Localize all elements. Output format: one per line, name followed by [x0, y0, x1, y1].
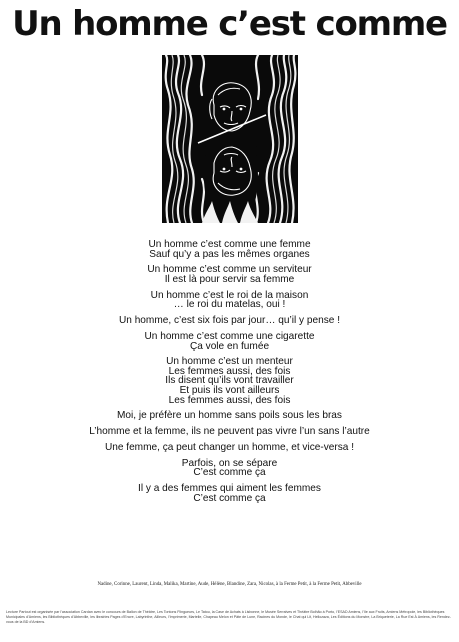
- poem-line: Moi, je préfère un homme sans poils sous les bras: [117, 410, 342, 422]
- poem-line: Il est là pour servir sa femme: [164, 273, 295, 285]
- poem-line: Ils disent qu’ils vont travailler: [165, 375, 294, 387]
- illustration-image: [162, 55, 298, 223]
- poem-line: Un homme c’est comme une cigarette: [144, 330, 315, 342]
- poem-line: Les femmes aussi, des fois: [168, 365, 291, 377]
- poem-stanza: [0, 427, 459, 437]
- credits-text: Lecture Partout est organisée par l’association Cardan avec le concours de Ballon de Théâtre, Les Tontons Flingueurs, Le Tatou, la Case de Achats à Lisbonne, le Musée Serralves et Théâtre Bolhão à Porto, l’ESAD Amiens, l’Ile aux Fruits, Amiens Métropole, les Bibliothèques Municipales d’Amiens, les Bibliothèques d’Abbeville, les librairies Pages d’Encre, Labyrinthe, Ailleurs, l’Imprimerie, Martelle, Chapeau Melon et Pâte de Lune, Racines du Monde, le Chat qui Lit, Hellozaza, Les Éditions du Monstre, La Briqueterie, La Rue Est À Amiens, les Rendez-vous de la BD d’Amiens.: [6, 610, 451, 624]
- poem-line: Un homme c’est comme un serviteur: [147, 264, 312, 276]
- poster-title: Un homme c’est comme: [12, 4, 447, 44]
- poem-line: Et puis ils vont ailleurs: [179, 385, 280, 397]
- poem-line: C’est comme ça: [193, 467, 266, 479]
- poem-line: … le roi du matelas, oui !: [173, 299, 286, 311]
- poem-stanza: [0, 411, 459, 421]
- poem-line: Une femme, ça peut changer un homme, et vice-versa !: [104, 442, 355, 453]
- poem-line: L’homme et la femme, ils ne peuvent pas vivre l’un sans l’autre: [89, 426, 370, 438]
- poem-stanza: [0, 240, 459, 259]
- poem-line: Les femmes aussi, des fois: [168, 394, 291, 406]
- poem-stanza: [0, 443, 459, 453]
- poem-stanza: [0, 357, 459, 405]
- poem-line: Sauf qu’y a pas les mêmes organes: [149, 248, 310, 260]
- poem-line: Un homme c’est comme une femme: [148, 239, 311, 250]
- poem-line: Un homme c’est le roi de la maison: [150, 289, 309, 301]
- poem-line: Ça vole en fumée: [189, 340, 270, 352]
- poem-line: C’est comme ça: [193, 492, 266, 504]
- poem-stanza: [0, 265, 459, 284]
- poem-stanza: [0, 459, 459, 478]
- contributors-names: Nadine, Corinne, Laurent, Linda, Malika, Martine, Aude, Hélène, Blandine, Zara, Nicolas, à la Ferme Petit, à la Ferme Petit, Abbeville: [97, 582, 362, 587]
- poem-line: Il y a des femmes qui aiment les femmes: [138, 483, 321, 495]
- poem-stanza: [0, 332, 459, 351]
- poem-line: Parfois, on se sépare: [181, 457, 278, 469]
- poem-stanza: [0, 291, 459, 310]
- poem-line: Un homme c’est un menteur: [166, 356, 293, 368]
- poem-stanza: [0, 484, 459, 503]
- poem-line: Un homme, c’est six fois par jour… qu’il y pense !: [118, 315, 341, 327]
- poem: [0, 240, 459, 510]
- poem-stanza: [0, 316, 459, 326]
